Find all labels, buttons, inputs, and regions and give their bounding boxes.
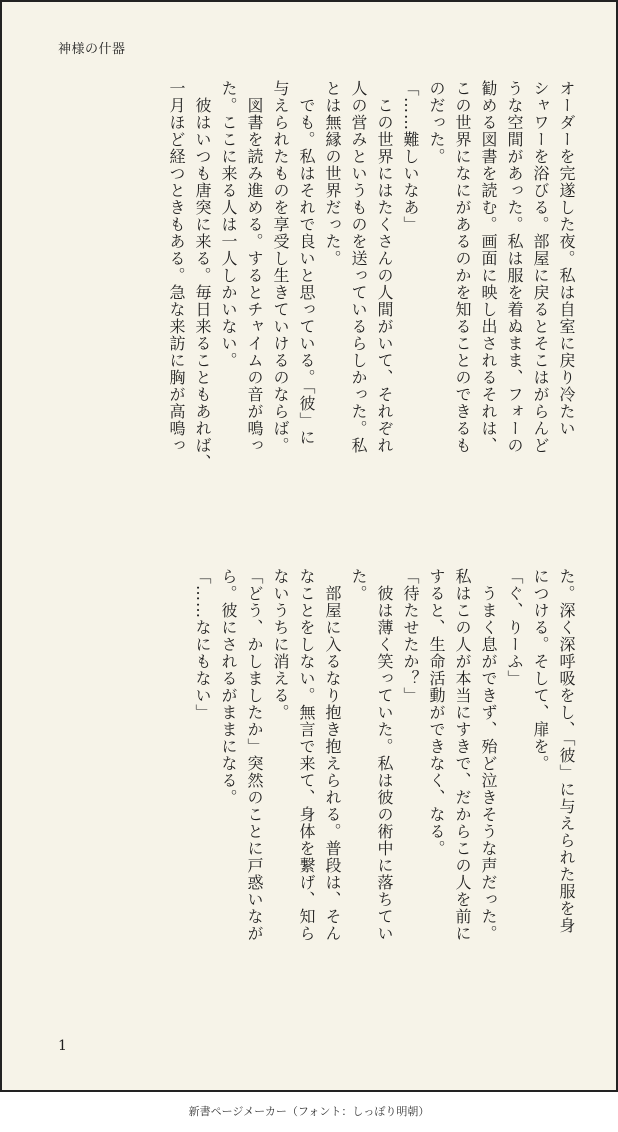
text-column: 「どう、かしましたか」突然のことに戸惑いなが xyxy=(245,568,264,942)
text-column: た。 xyxy=(349,568,368,602)
text-column: 彼は薄く笑っていた。私は彼の術中に落ちてい xyxy=(375,568,394,942)
text-column: オーダーを完遂した夜。私は自室に戻り冷たい xyxy=(557,80,576,437)
page-number: 1 xyxy=(58,1038,67,1054)
text-column: 人の営みというものを送っているらしかった。私 xyxy=(349,80,368,454)
upper-text-block xyxy=(164,80,579,540)
text-column: この世界になにがあるのかを知ることのできるも xyxy=(453,80,472,454)
text-column: 「……なにもない」 xyxy=(193,568,212,721)
text-column: 私はこの人が本当にすきで、だからこの人を前に xyxy=(453,568,472,942)
text-column: 部屋に入るなり抱き抱えられる。普段は、そん xyxy=(323,568,342,942)
text-column: 一月ほど経つときもある。急な来訪に胸が高鳴っ xyxy=(167,80,186,454)
text-column: につける。そして、扉を。 xyxy=(531,568,550,772)
text-column: 「ぐ、りーふ」 xyxy=(505,568,524,687)
text-column: 図書を読み進める。するとチャイムの音が鳴っ xyxy=(245,80,264,454)
text-column: た。深く深呼吸をし、「彼」に与えられた服を身 xyxy=(557,568,576,934)
text-column: シャワーを浴びる。部屋に戻るとそこはがらんど xyxy=(531,80,550,454)
text-column: 「……難しいなあ」 xyxy=(401,80,420,233)
lower-text-block xyxy=(190,568,579,1028)
text-column: のだった。 xyxy=(427,80,446,165)
footer-caption: 新書ページメーカー（フォント：しっぽり明朝） xyxy=(188,1105,430,1118)
text-column: うな空間があった。私は服を着ぬまま、フォーの xyxy=(505,80,524,454)
text-column: とは無縁の世界だった。 xyxy=(323,80,342,267)
text-column: この世界にはたくさんの人間がいて、それぞれ xyxy=(375,80,394,454)
text-column: すると、生命活動ができなく、なる。 xyxy=(427,568,446,857)
text-column: でも。私はそれで良いと思っている。「彼」に xyxy=(297,80,316,446)
text-column: ら。彼にされるがままになる。 xyxy=(219,568,238,806)
text-column: 彼はいつも唐突に来る。毎日来ることもあれば、 xyxy=(193,80,212,471)
text-column: ないうちに消える。 xyxy=(271,568,290,721)
book-title: 神様の什器 xyxy=(58,42,126,57)
text-column: なことをしない。無言で来て、身体を繋げ、知ら xyxy=(297,568,316,942)
text-column: 与えられたものを享受し生きていけるのならば。 xyxy=(271,80,290,454)
text-column: 「待たせたか？」 xyxy=(401,568,420,704)
text-column: た。ここに来る人は一人しかいない。 xyxy=(219,80,238,369)
text-column: 勧める図書を読む。画面に映し出されるそれは、 xyxy=(479,80,498,454)
text-column: うまく息ができず、殆ど泣きそうな声だった。 xyxy=(479,568,498,942)
